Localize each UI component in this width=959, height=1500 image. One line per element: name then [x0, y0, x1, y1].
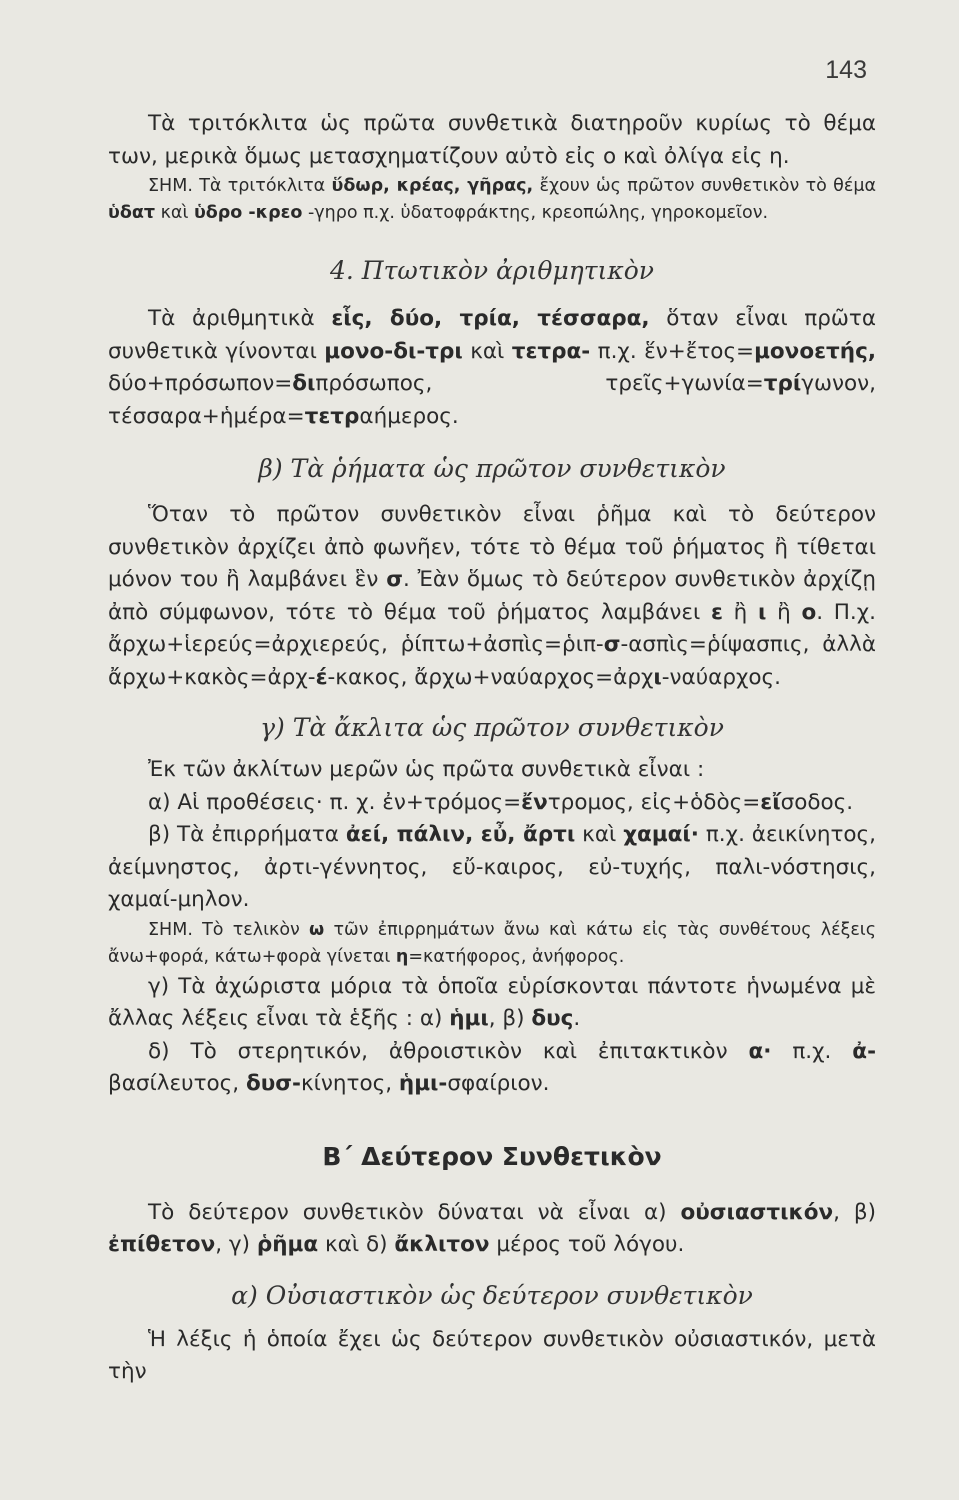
part-b-paragraph-2: Ἡ λέξις ἡ ὁποία ἔχει ὡς δεύτερον συνθετικὸν οὐσιαστικόν, μετὰ τὴν	[108, 1326, 876, 1384]
section-b-heading: β) Τὰ ῥήματα ὡς πρῶτον συνθετικὸν	[258, 454, 726, 483]
section-c-intro: Ἐκ τῶν ἀκλίτων μερῶν ὡς πρῶτα συνθετικὰ εἶναι :	[148, 757, 705, 782]
section-b-paragraph: Ὅταν τὸ πρῶτον συνθετικὸν εἶναι ῥῆμα καὶ τὸ δεύτερον συνθετικὸν ἀρχίζει ἀπὸ φωνῆεν, τότε τὸ θέμα τοῦ ῥήματος ἢ τίθεται μόνον του ἢ λαμβάνει ἓν σ. Ἐὰν ὅμως τὸ δεύτερον συνθετικὸν ἀρχίζῃ ἀπὸ σύμφωνον, τότε τὸ θέμα τοῦ ῥήματος λαμβάνει ε ἢ ι ἢ ο. Π.χ. ἄρχω+ἱερεύς=ἀρχιερεύς, ῥίπτω+ἀσπὶς=ῥιπ-σ-ασπὶς=ῥίψασπις, ἀλλὰ ἄρχω+κακὸς=ἀρχ-έ-κακος, ἄρχω+ναύαρχος=ἀρχι-ναύαρχος.	[108, 502, 877, 690]
intro-note: ΣΗΜ. Τὰ τριτόκλιτα ὕδωρ, κρέας, γῆρας, ἔχουν ὡς πρῶτον συνθετικὸν τὸ θέμα ὑδατ καὶ ὑδρο -κρεο -γηρο π.χ. ὑδατοφράκτης, κρεοπώλης, γηροκομεῖον.	[108, 176, 876, 223]
part-b-paragraph: Τὸ δεύτερον συνθετικὸν δύναται νὰ εἶναι α) οὐσιαστικόν, β) ἐπίθετον, γ) ῥῆμα καὶ δ) ἄκλιτον μέρος τοῦ λόγου.	[108, 1199, 877, 1257]
section-c-heading: γ) Τὰ ἄκλιτα ὡς πρῶτον συνθετικὸν	[260, 713, 724, 742]
section-4-heading: 4. Πτωτικὸν ἀριθμητικὸν	[330, 256, 654, 285]
section-c-item-c: γ) Τὰ ἀχώριστα μόρια τὰ ὁποῖα εὑρίσκονται πάντοτε ἡνωμένα μὲ ἄλλας λέξεις εἶναι τὰ ἑξῆς : α) ἡμι, β) δυς.	[108, 973, 876, 1031]
section-c-item-a: α) Αἱ προθέσεις· π. χ. ἐν+τρόμος=ἔντρομος, εἰς+ὁδὸς=εἴσοδος.	[148, 789, 854, 815]
part-b-subheading: α) Οὐσιαστικὸν ὡς δεύτερον συνθετικὸν	[231, 1280, 753, 1310]
page-number: 143	[825, 56, 867, 84]
section-4-paragraph: Τὰ ἀριθμητικὰ εἷς, δύο, τρία, τέσσαρα, ὅταν εἶναι πρῶτα συνθετικὰ γίνονται μονο-δι-τρι καὶ τετρα- π.χ. ἕν+ἔτος=μονοετής, δύο+πρόσωπον=διπρόσωπος, τρεῖς+γωνία=τρίγωνον, τέσσαρα+ἡμέρα=τετραήμερος.	[108, 306, 876, 429]
section-c-item-b: β) Τὰ ἐπιρρήματα ἀεί, πάλιν, εὖ, ἄρτι καὶ χαμαί· π.χ. ἀεικίνητος, ἀείμνηστος, ἀρτι-γέννητος, εὔ-καιρος, εὐ-τυχής, παλι-νόστησις, χαμαί-μηλον.	[108, 822, 876, 912]
intro-paragraph: Τὰ τριτόκλιτα ὡς πρῶτα συνθετικὰ διατηροῦν κυρίως τὸ θέμα των, μερικὰ ὅμως μετασχηματίζουν αὐτὸ εἰς ο καὶ ὀλίγα εἰς η.	[108, 111, 876, 169]
part-b-heading: Β΄ Δεύτερον Συνθετικὸν	[322, 1141, 662, 1171]
section-c-note: ΣΗΜ. Τὸ τελικὸν ω τῶν ἐπιρρημάτων ἄνω καὶ κάτω εἰς τὰς συνθέτους λέξεις ἄνω+φορά, κάτω+φορὰ γίνεται η=κατήφορος, ἀνήφορος.	[108, 919, 876, 967]
section-c-item-d: δ) Τὸ στερητικόν, ἀθροιστικὸν καὶ ἐπιτακτικὸν α· π.χ. ἀ-βασίλευτος, δυσ-κίνητος, ἡμι-σφαίριον.	[108, 1038, 876, 1096]
page-content	[108, 108, 876, 1389]
